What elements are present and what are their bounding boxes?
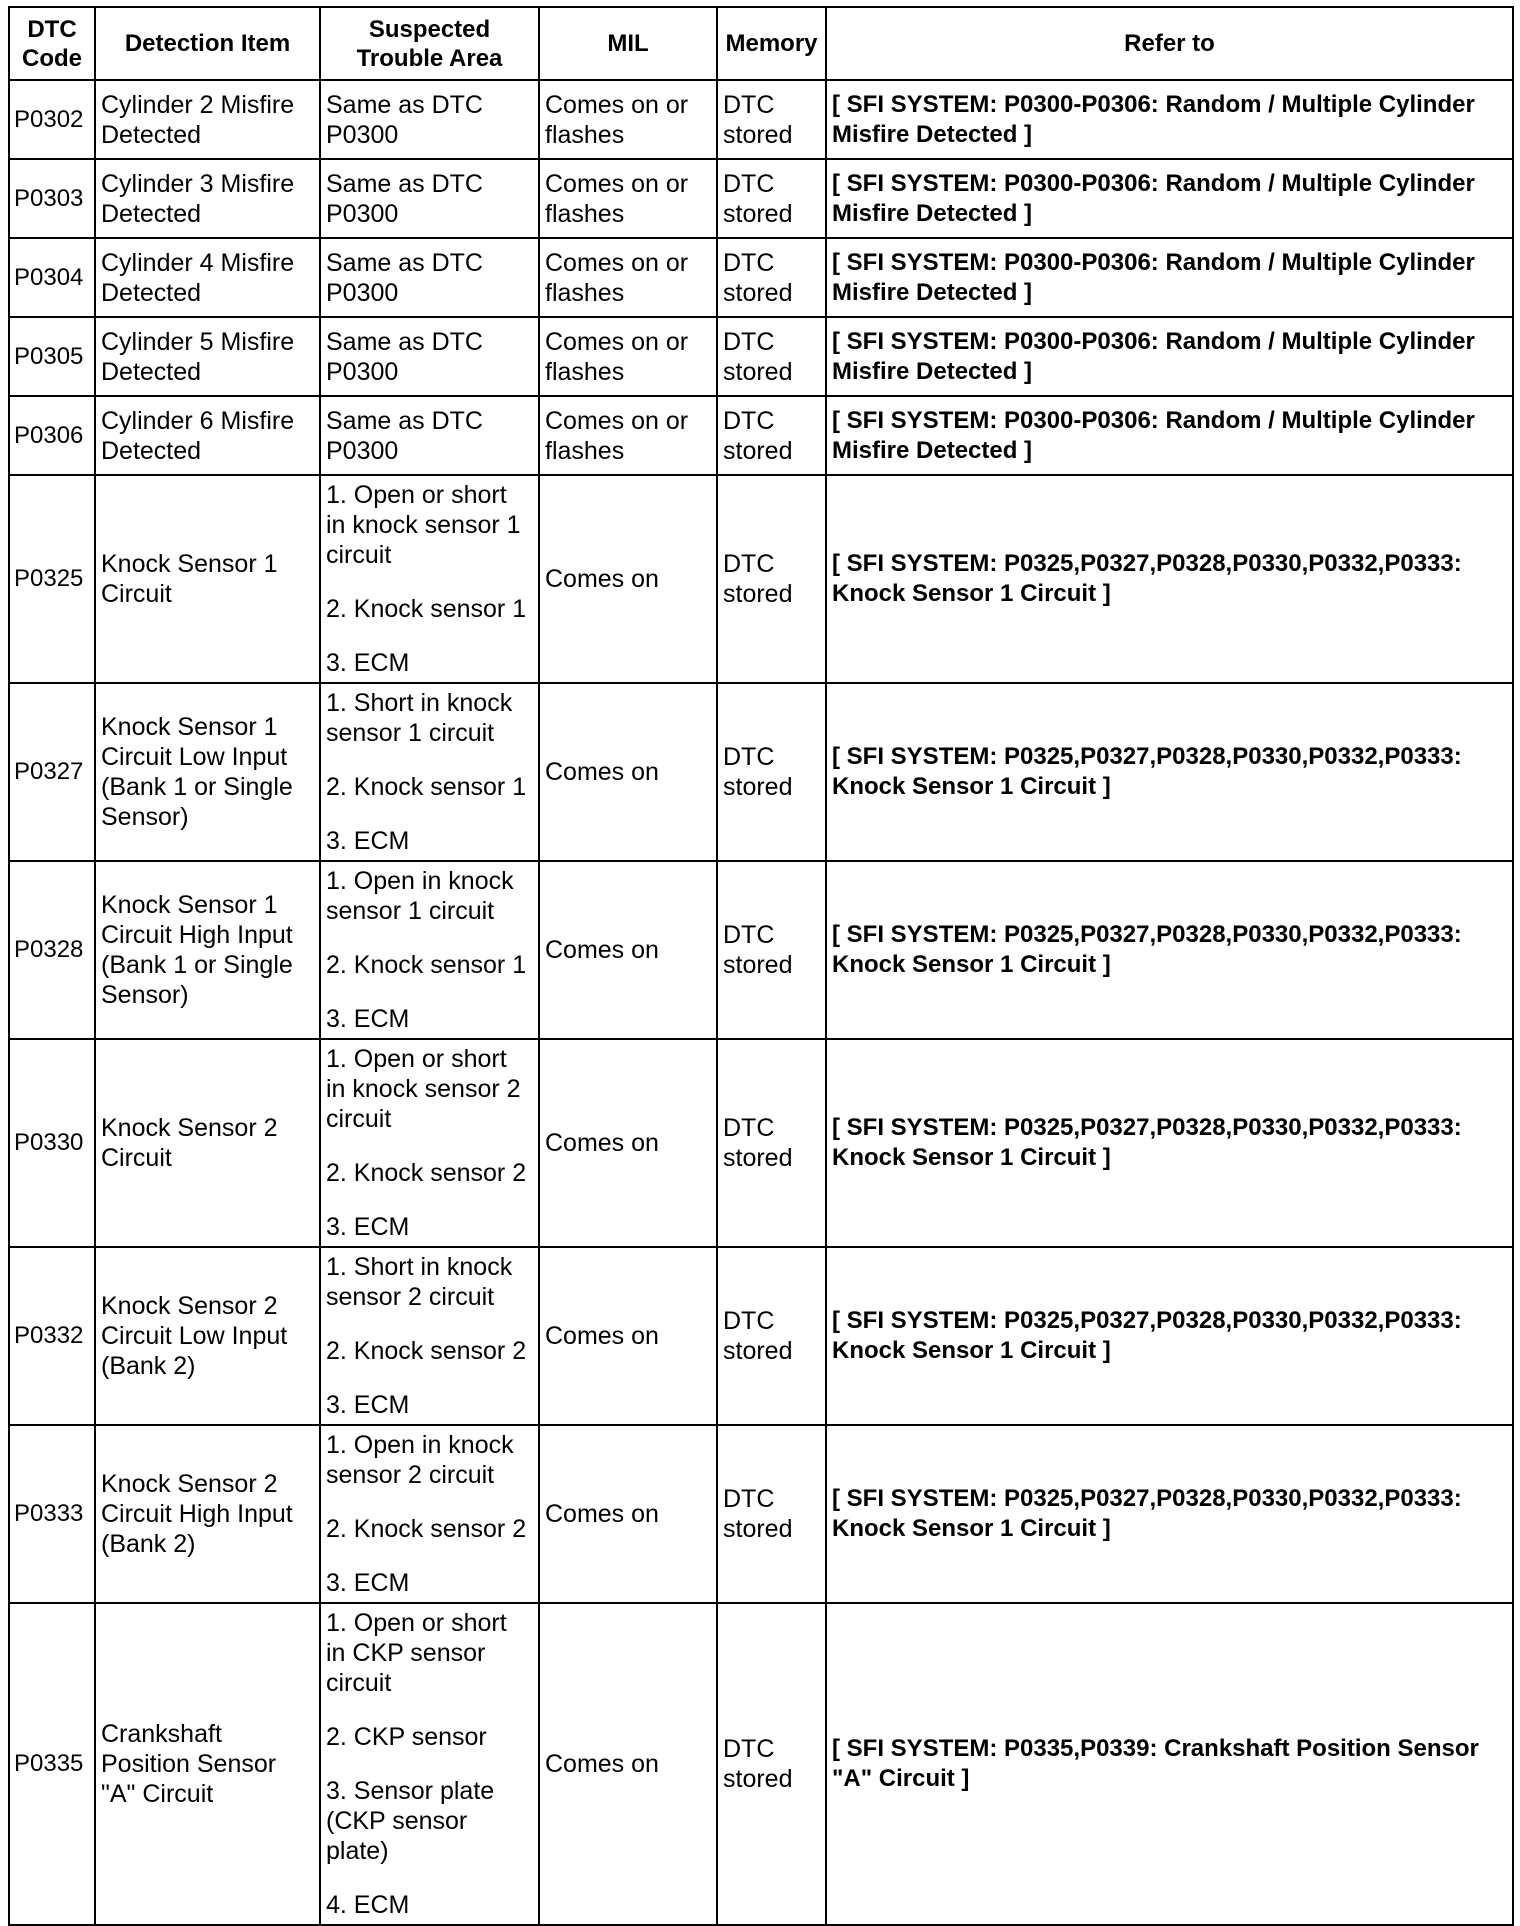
table-row <box>9 317 1513 396</box>
memory-cell: DTC stored <box>717 1247 826 1425</box>
suspected-trouble-area-cell <box>320 1425 539 1603</box>
trouble-area-item: 3. ECM <box>326 1391 410 1419</box>
dtc-code-cell: P0330 <box>9 1039 95 1247</box>
mil-cell: Comes on <box>539 861 717 1039</box>
detection-item-cell: Cylinder 4 Misfire Detected <box>95 238 320 317</box>
trouble-area-item: 2. Knock sensor 1 <box>326 951 527 979</box>
detection-item-cell: Knock Sensor 1 Circuit Low Input (Bank 1 or Single Sensor) <box>95 683 320 861</box>
memory-cell: DTC stored <box>717 80 826 159</box>
suspected-trouble-area-cell <box>320 1247 539 1425</box>
suspected-trouble-area-cell <box>320 475 539 683</box>
table-row <box>9 1247 1513 1425</box>
header-detection-item: Detection Item <box>95 7 320 80</box>
dtc-table <box>8 6 1514 1926</box>
suspected-trouble-area-cell <box>320 1039 539 1247</box>
memory-cell: DTC stored <box>717 317 826 396</box>
refer-to-cell: [ SFI SYSTEM: P0300-P0306: Random / Multiple Cylinder Misfire Detected ] <box>826 159 1513 238</box>
mil-cell: Comes on <box>539 1425 717 1603</box>
trouble-area-item: 3. ECM <box>326 1213 410 1241</box>
suspected-trouble-area-cell <box>320 861 539 1039</box>
refer-to-cell: [ SFI SYSTEM: P0325,P0327,P0328,P0330,P0332,P0333: Knock Sensor 1 Circuit ] <box>826 475 1513 683</box>
table-row <box>9 238 1513 317</box>
table-row <box>9 396 1513 475</box>
table-row <box>9 475 1513 683</box>
dtc-code-cell: P0303 <box>9 159 95 238</box>
refer-to-cell: [ SFI SYSTEM: P0325,P0327,P0328,P0330,P0332,P0333: Knock Sensor 1 Circuit ] <box>826 1425 1513 1603</box>
dtc-code-cell: P0328 <box>9 861 95 1039</box>
table-row <box>9 861 1513 1039</box>
trouble-area-item: 1. Open or short in knock sensor 1 circuit <box>326 481 521 569</box>
refer-to-cell: [ SFI SYSTEM: P0300-P0306: Random / Multiple Cylinder Misfire Detected ] <box>826 396 1513 475</box>
trouble-area-item: 2. Knock sensor 2 <box>326 1515 527 1543</box>
dtc-code-cell: P0305 <box>9 317 95 396</box>
trouble-area-item: 2. CKP sensor <box>326 1723 487 1751</box>
refer-to-cell: [ SFI SYSTEM: P0300-P0306: Random / Multiple Cylinder Misfire Detected ] <box>826 238 1513 317</box>
trouble-area-item: 2. Knock sensor 1 <box>326 773 527 801</box>
trouble-area-item: 3. Sensor plate (CKP sensor plate) <box>326 1777 495 1865</box>
trouble-area-item: 3. ECM <box>326 1569 410 1597</box>
trouble-area-item: 1. Open in knock sensor 2 circuit <box>326 1431 514 1489</box>
detection-item-cell: Knock Sensor 1 Circuit <box>95 475 320 683</box>
refer-to-cell: [ SFI SYSTEM: P0325,P0327,P0328,P0330,P0332,P0333: Knock Sensor 1 Circuit ] <box>826 683 1513 861</box>
suspected-trouble-area-cell <box>320 80 539 159</box>
table-row <box>9 80 1513 159</box>
refer-to-cell: [ SFI SYSTEM: P0300-P0306: Random / Multiple Cylinder Misfire Detected ] <box>826 80 1513 159</box>
table-row <box>9 683 1513 861</box>
detection-item-cell: Knock Sensor 2 Circuit High Input (Bank 2) <box>95 1425 320 1603</box>
table-row <box>9 1603 1513 1925</box>
trouble-area-item: 1. Short in knock sensor 2 circuit <box>326 1253 513 1311</box>
trouble-area-item: 1. Open or short in CKP sensor circuit <box>326 1609 507 1697</box>
table-header <box>9 7 1513 80</box>
memory-cell: DTC stored <box>717 1603 826 1925</box>
detection-item-cell: Crankshaft Position Sensor "A" Circuit <box>95 1603 320 1925</box>
mil-cell: Comes on <box>539 1039 717 1247</box>
mil-cell: Comes on <box>539 1247 717 1425</box>
dtc-code-cell: P0306 <box>9 396 95 475</box>
trouble-area-item: 2. Knock sensor 2 <box>326 1337 527 1365</box>
suspected-trouble-area-cell <box>320 683 539 861</box>
dtc-code-cell: P0333 <box>9 1425 95 1603</box>
trouble-area-item: 2. Knock sensor 2 <box>326 1159 527 1187</box>
table-row <box>9 1039 1513 1247</box>
trouble-area-item: Same as DTC P0300 <box>326 248 483 307</box>
mil-cell: Comes on or flashes <box>539 159 717 238</box>
mil-cell: Comes on <box>539 475 717 683</box>
detection-item-cell: Cylinder 6 Misfire Detected <box>95 396 320 475</box>
memory-cell: DTC stored <box>717 396 826 475</box>
detection-item-cell: Knock Sensor 2 Circuit Low Input (Bank 2) <box>95 1247 320 1425</box>
dtc-code-cell: P0325 <box>9 475 95 683</box>
mil-cell: Comes on <box>539 683 717 861</box>
suspected-trouble-area-cell <box>320 1603 539 1925</box>
mil-cell: Comes on or flashes <box>539 317 717 396</box>
trouble-area-item: 1. Open or short in knock sensor 2 circuit <box>326 1045 521 1133</box>
mil-cell: Comes on or flashes <box>539 396 717 475</box>
header-refer-to: Refer to <box>826 7 1513 80</box>
dtc-code-cell: P0304 <box>9 238 95 317</box>
suspected-trouble-area-cell <box>320 238 539 317</box>
memory-cell: DTC stored <box>717 475 826 683</box>
memory-cell: DTC stored <box>717 1425 826 1603</box>
trouble-area-item: Same as DTC P0300 <box>326 406 483 465</box>
memory-cell: DTC stored <box>717 1039 826 1247</box>
suspected-trouble-area-cell <box>320 317 539 396</box>
mil-cell: Comes on or flashes <box>539 80 717 159</box>
header-memory: Memory <box>717 7 826 80</box>
memory-cell: DTC stored <box>717 683 826 861</box>
dtc-code-cell: P0335 <box>9 1603 95 1925</box>
dtc-code-cell: P0332 <box>9 1247 95 1425</box>
table-row <box>9 159 1513 238</box>
memory-cell: DTC stored <box>717 238 826 317</box>
trouble-area-item: 3. ECM <box>326 827 410 855</box>
trouble-area-item: Same as DTC P0300 <box>326 169 483 228</box>
trouble-area-item: 1. Short in knock sensor 1 circuit <box>326 689 513 747</box>
refer-to-cell: [ SFI SYSTEM: P0325,P0327,P0328,P0330,P0332,P0333: Knock Sensor 1 Circuit ] <box>826 1247 1513 1425</box>
header-row <box>9 7 1513 80</box>
trouble-area-item: Same as DTC P0300 <box>326 90 483 149</box>
detection-item-cell: Knock Sensor 2 Circuit <box>95 1039 320 1247</box>
detection-item-cell: Knock Sensor 1 Circuit High Input (Bank 1 or Single Sensor) <box>95 861 320 1039</box>
header-suspected-trouble-area: Suspected Trouble Area <box>320 7 539 80</box>
trouble-area-item: 3. ECM <box>326 1005 410 1033</box>
trouble-area-item: 4. ECM <box>326 1891 410 1919</box>
suspected-trouble-area-cell <box>320 159 539 238</box>
dtc-code-cell: P0302 <box>9 80 95 159</box>
header-mil: MIL <box>539 7 717 80</box>
table-body <box>9 80 1513 1925</box>
memory-cell: DTC stored <box>717 861 826 1039</box>
mil-cell: Comes on <box>539 1603 717 1925</box>
refer-to-cell: [ SFI SYSTEM: P0325,P0327,P0328,P0330,P0332,P0333: Knock Sensor 1 Circuit ] <box>826 861 1513 1039</box>
refer-to-cell: [ SFI SYSTEM: P0335,P0339: Crankshaft Position Sensor "A" Circuit ] <box>826 1603 1513 1925</box>
refer-to-cell: [ SFI SYSTEM: P0300-P0306: Random / Multiple Cylinder Misfire Detected ] <box>826 317 1513 396</box>
trouble-area-item: Same as DTC P0300 <box>326 327 483 386</box>
trouble-area-item: 3. ECM <box>326 649 410 677</box>
mil-cell: Comes on or flashes <box>539 238 717 317</box>
table-row <box>9 1425 1513 1603</box>
detection-item-cell: Cylinder 5 Misfire Detected <box>95 317 320 396</box>
detection-item-cell: Cylinder 3 Misfire Detected <box>95 159 320 238</box>
suspected-trouble-area-cell <box>320 396 539 475</box>
trouble-area-item: 1. Open in knock sensor 1 circuit <box>326 867 514 925</box>
trouble-area-item: 2. Knock sensor 1 <box>326 595 527 623</box>
refer-to-cell: [ SFI SYSTEM: P0325,P0327,P0328,P0330,P0332,P0333: Knock Sensor 1 Circuit ] <box>826 1039 1513 1247</box>
dtc-code-cell: P0327 <box>9 683 95 861</box>
header-dtc-code: DTC Code <box>9 7 95 80</box>
detection-item-cell: Cylinder 2 Misfire Detected <box>95 80 320 159</box>
memory-cell: DTC stored <box>717 159 826 238</box>
